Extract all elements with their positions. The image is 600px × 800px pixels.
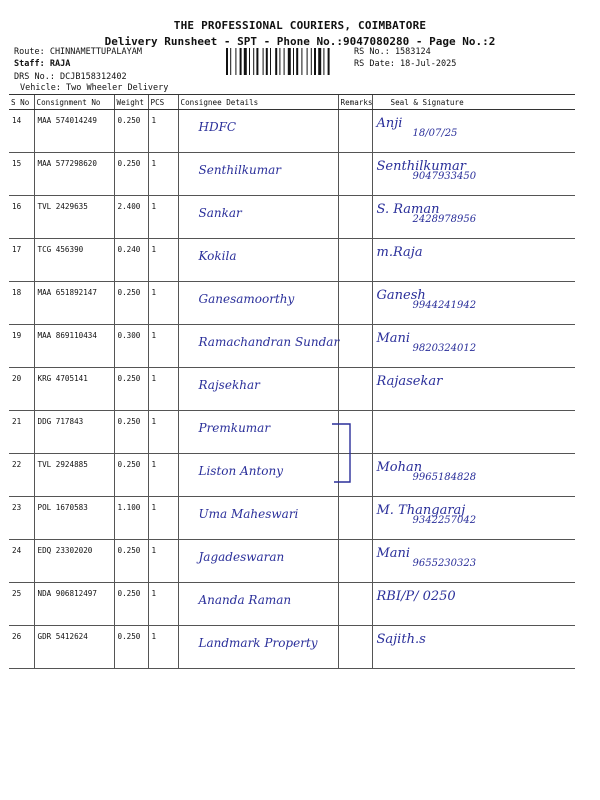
cell-signature: [372, 239, 575, 282]
cell-remarks: [338, 282, 372, 325]
signature-phone: 9047933450: [412, 171, 477, 182]
signature-phone: 9655230323: [412, 558, 477, 569]
cell-sno: 25: [9, 583, 34, 626]
cell-pcs: 1: [148, 153, 178, 196]
signature-handwriting: Rajasekar: [376, 374, 443, 389]
cell-remarks: [338, 497, 372, 540]
cell-signature: [372, 110, 575, 153]
table-row: [9, 540, 575, 583]
staff-name: RAJA: [49, 59, 71, 69]
table-row: [9, 153, 575, 196]
runsheet-title: THE PROFESSIONAL COURIERS, COIMBATORE: [173, 19, 427, 32]
signature-handwriting: m.Raja: [376, 245, 423, 260]
cell-signature: [372, 497, 575, 540]
cell-consignment: GDR 5412624: [34, 626, 114, 669]
consignee-handwriting: HDFC: [198, 120, 237, 134]
signature-handwriting: Ganesh: [376, 288, 426, 303]
consignee-handwriting: Uma Maheswari: [198, 507, 299, 521]
consignee-handwriting: Sankar: [198, 206, 242, 220]
col-pcs: PCS: [148, 95, 178, 110]
cell-weight: 0.250: [114, 110, 148, 153]
signature-handwriting: Mohan: [376, 460, 423, 475]
cell-signature: [372, 368, 575, 411]
cell-consignee: [178, 411, 338, 454]
signature-handwriting: Sajith.s: [376, 632, 426, 647]
barcode-image: [226, 48, 344, 75]
cell-sno: 18: [9, 282, 34, 325]
cell-consignment: POL 1670583: [34, 497, 114, 540]
drs-number: DRS No.: DCJB158312402: [14, 72, 127, 82]
cell-pcs: 1: [148, 368, 178, 411]
cell-consignment: DDG 717843: [34, 411, 114, 454]
cell-consignment: NDA 906812497: [34, 583, 114, 626]
cell-consignment: KRG 4705141: [34, 368, 114, 411]
signature-phone: 18/07/25: [412, 128, 458, 139]
cell-signature: [372, 325, 575, 368]
cell-consignment: MAA 577298620: [34, 153, 114, 196]
consignee-handwriting: Premkumar: [198, 421, 271, 435]
table-row: [9, 239, 575, 282]
cell-consignment: MAA 574014249: [34, 110, 114, 153]
cell-sno: 19: [9, 325, 34, 368]
table-header-row: [9, 95, 575, 110]
table-row: [9, 325, 575, 368]
staff-field: [14, 59, 70, 69]
cell-weight: 0.250: [114, 411, 148, 454]
cell-consignee: [178, 153, 338, 196]
table-row: [9, 368, 575, 411]
cell-remarks: [338, 626, 372, 669]
cell-sno: 17: [9, 239, 34, 282]
cell-consignment: TVL 2429635: [34, 196, 114, 239]
col-remarks: Remarks: [338, 95, 372, 110]
runsheet-subtitle: Delivery Runsheet - SPT - Phone No.:9047080280 - Page No.:2: [104, 35, 496, 48]
cell-consignment: MAA 869110434: [34, 325, 114, 368]
cell-consignee: [178, 454, 338, 497]
cell-weight: 0.250: [114, 626, 148, 669]
cell-sno: 15: [9, 153, 34, 196]
cell-weight: 0.240: [114, 239, 148, 282]
signature-handwriting: M. Thangaraj: [376, 503, 466, 518]
handwritten-bracket: [330, 420, 354, 486]
cell-remarks: [338, 540, 372, 583]
table-row: [9, 497, 575, 540]
signature-phone: 9944241942: [412, 300, 477, 311]
table-row: [9, 583, 575, 626]
cell-consignee: [178, 497, 338, 540]
cell-consignee: [178, 368, 338, 411]
col-weight: Weight: [114, 95, 148, 110]
signature-handwriting: S. Raman: [376, 202, 440, 217]
table-row: [9, 411, 575, 454]
cell-consignee: [178, 626, 338, 669]
consignee-handwriting: Ganesamoorthy: [198, 292, 295, 306]
cell-weight: 2.400: [114, 196, 148, 239]
signature-handwriting: Mani: [376, 546, 411, 561]
cell-signature: [372, 282, 575, 325]
table-row: [9, 110, 575, 153]
signature-handwriting: Mani: [376, 331, 411, 346]
cell-pcs: 1: [148, 239, 178, 282]
cell-remarks: [338, 368, 372, 411]
cell-signature: [372, 411, 575, 454]
signature-phone: 9820324012: [412, 343, 477, 354]
consignee-handwriting: Landmark Property: [198, 636, 318, 650]
cell-remarks: [338, 153, 372, 196]
cell-sno: 24: [9, 540, 34, 583]
consignee-handwriting: Rajsekhar: [198, 378, 260, 392]
runsheet-table: [9, 94, 575, 669]
col-consignment: Consignment No: [34, 95, 114, 110]
cell-signature: [372, 540, 575, 583]
cell-consignee: [178, 110, 338, 153]
cell-pcs: 1: [148, 454, 178, 497]
cell-weight: 0.250: [114, 540, 148, 583]
cell-consignee: [178, 239, 338, 282]
cell-signature: [372, 626, 575, 669]
cell-pcs: 1: [148, 196, 178, 239]
cell-pcs: 1: [148, 282, 178, 325]
cell-signature: [372, 196, 575, 239]
cell-weight: 0.250: [114, 454, 148, 497]
cell-signature: [372, 583, 575, 626]
cell-consignee: [178, 196, 338, 239]
consignee-handwriting: Liston Antony: [198, 464, 284, 478]
cell-pcs: 1: [148, 583, 178, 626]
rs-number: RS No.: 1583124: [354, 47, 431, 57]
cell-remarks: [338, 583, 372, 626]
signature-handwriting: Senthilkumar: [376, 159, 466, 174]
cell-pcs: 1: [148, 411, 178, 454]
cell-sno: 22: [9, 454, 34, 497]
col-seal-signature: Seal & Signature: [372, 95, 575, 110]
table-row: [9, 626, 575, 669]
consignee-handwriting: Kokila: [198, 249, 237, 263]
cell-remarks: [338, 325, 372, 368]
cell-signature: [372, 153, 575, 196]
cell-consignee: [178, 282, 338, 325]
col-consignee: Consignee Details: [178, 95, 338, 110]
cell-consignment: EDQ 23302020: [34, 540, 114, 583]
consignee-handwriting: Ananda Raman: [198, 593, 292, 607]
col-sno: S No: [9, 95, 34, 110]
cell-weight: 0.250: [114, 583, 148, 626]
cell-pcs: 1: [148, 497, 178, 540]
cell-weight: 0.250: [114, 153, 148, 196]
cell-sno: 14: [9, 110, 34, 153]
cell-sno: 20: [9, 368, 34, 411]
signature-phone: 9342257042: [412, 515, 477, 526]
cell-weight: 0.250: [114, 282, 148, 325]
cell-remarks: [338, 239, 372, 282]
signature-handwriting: RBI/P/ 0250: [376, 589, 456, 604]
cell-weight: 0.250: [114, 368, 148, 411]
cell-pcs: 1: [148, 540, 178, 583]
cell-consignee: [178, 583, 338, 626]
rs-date: RS Date: 18-Jul-2025: [354, 59, 457, 69]
cell-consignment: TCG 456390: [34, 239, 114, 282]
table-row: [9, 454, 575, 497]
cell-weight: 1.100: [114, 497, 148, 540]
cell-consignment: MAA 651892147: [34, 282, 114, 325]
consignee-handwriting: Senthilkumar: [198, 163, 282, 177]
signature-phone: 2428978956: [412, 214, 477, 225]
cell-consignee: [178, 325, 338, 368]
cell-sno: 23: [9, 497, 34, 540]
signature-phone: 9965184828: [412, 472, 477, 483]
cell-remarks: [338, 196, 372, 239]
cell-pcs: 1: [148, 325, 178, 368]
signature-handwriting: Anji: [376, 116, 403, 131]
vehicle-field: Vehicle: Two Wheeler Delivery: [20, 83, 169, 93]
cell-sno: 21: [9, 411, 34, 454]
route-field: Route: CHINNAMETTUPALAYAM: [14, 47, 142, 57]
consignee-handwriting: Jagadeswaran: [198, 550, 285, 564]
cell-consignment: TVL 2924885: [34, 454, 114, 497]
consignee-handwriting: Ramachandran Sundar: [198, 335, 340, 349]
table-row: [9, 282, 575, 325]
cell-sno: 26: [9, 626, 34, 669]
cell-pcs: 1: [148, 626, 178, 669]
staff-label: Staff:: [14, 59, 45, 69]
cell-pcs: 1: [148, 110, 178, 153]
cell-remarks: [338, 110, 372, 153]
table-row: [9, 196, 575, 239]
cell-consignee: [178, 540, 338, 583]
cell-sno: 16: [9, 196, 34, 239]
cell-signature: [372, 454, 575, 497]
cell-weight: 0.300: [114, 325, 148, 368]
